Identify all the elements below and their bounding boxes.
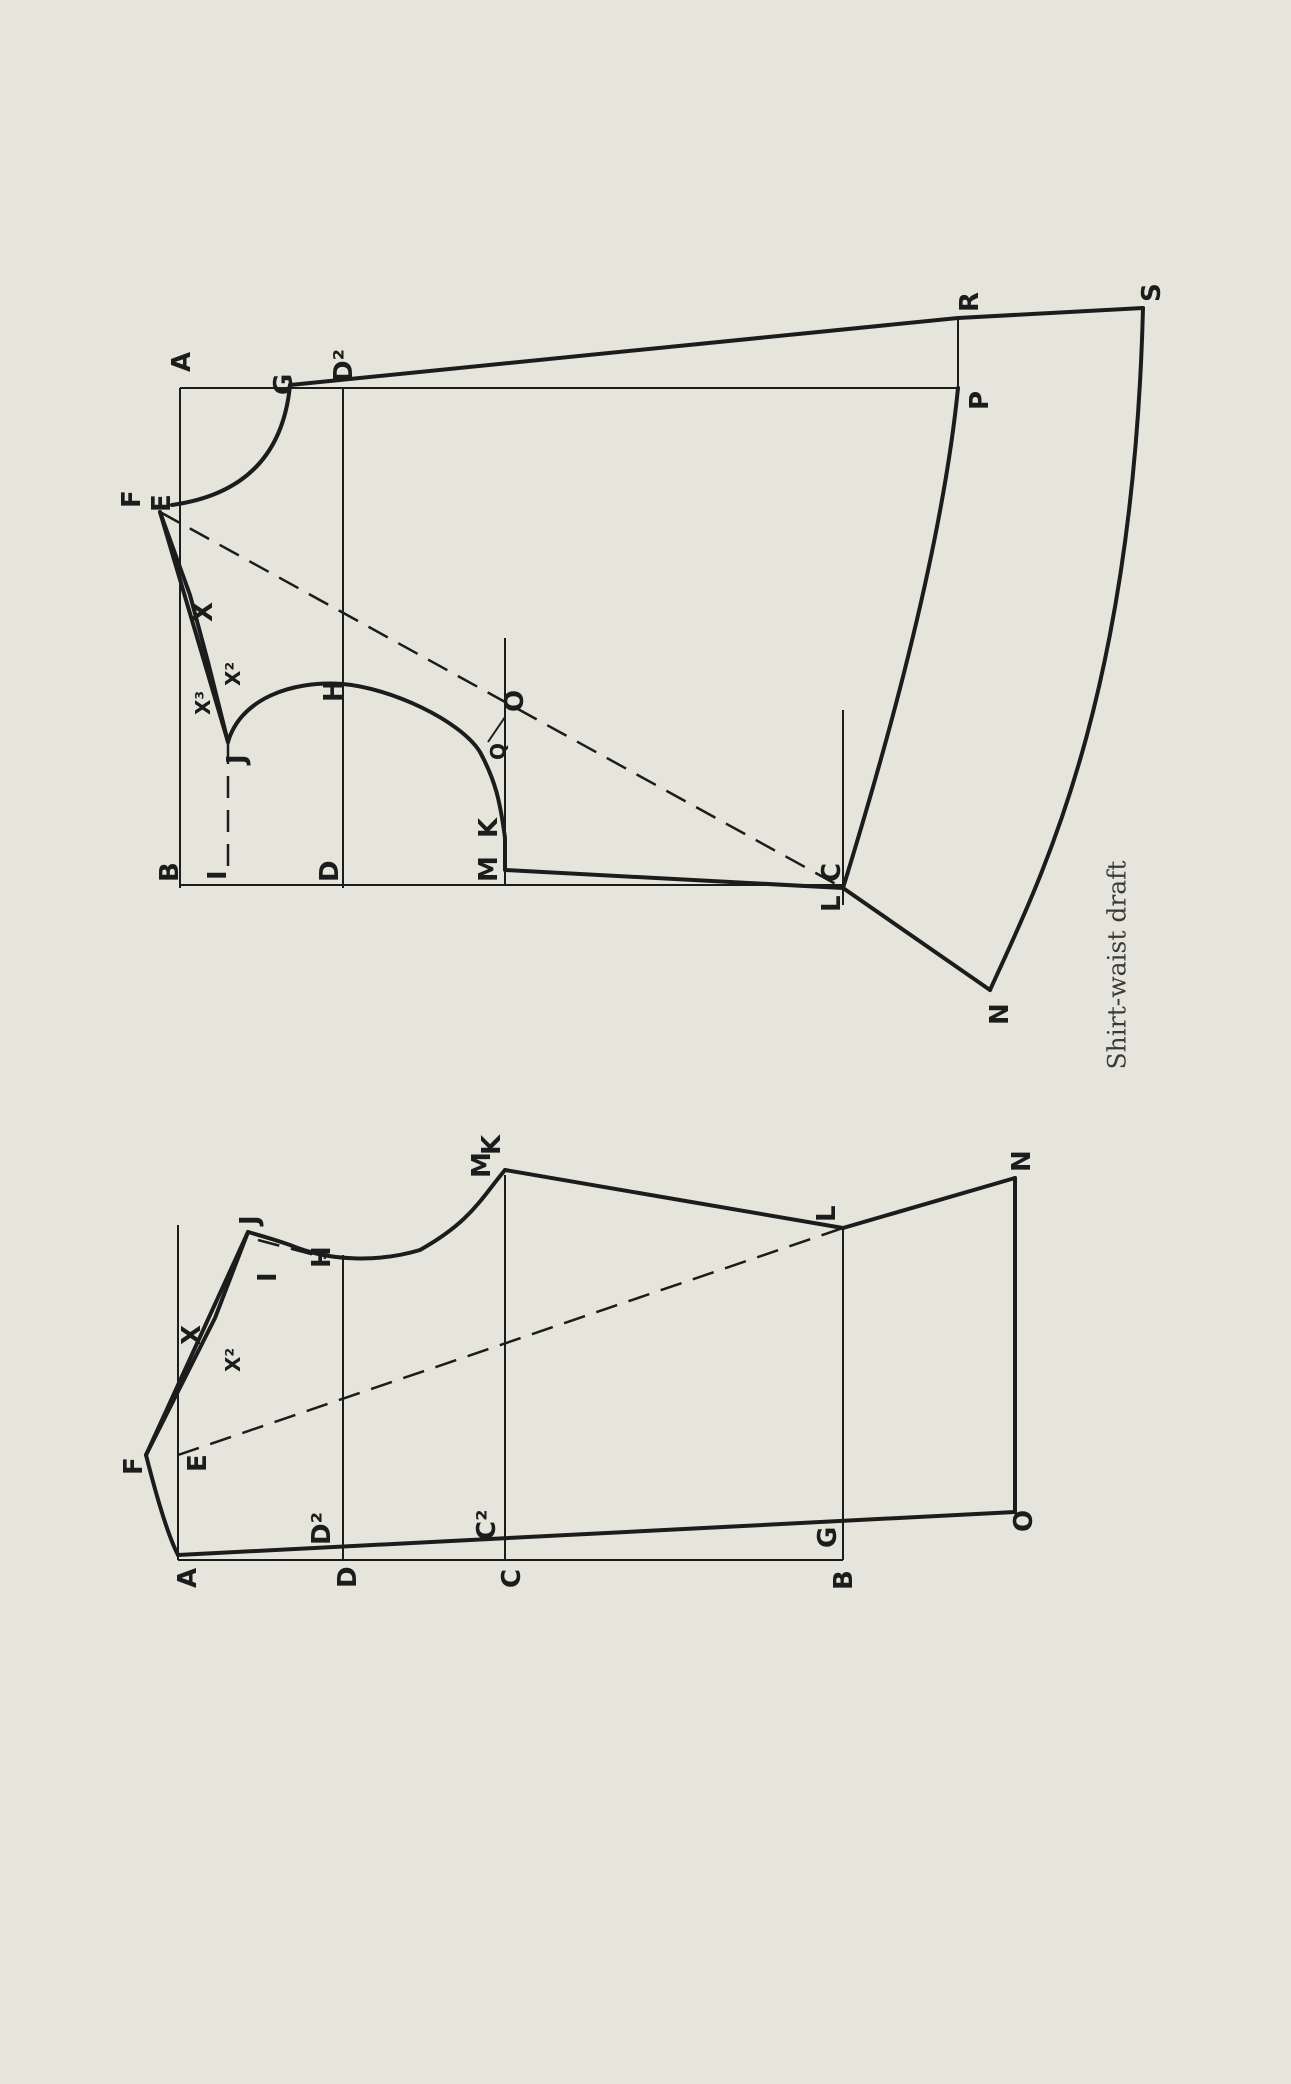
front-label-g: G [813, 1526, 843, 1548]
front-label-d: D [333, 1566, 363, 1588]
front-label-c: C [497, 1568, 527, 1588]
back-label-c: C [817, 862, 847, 882]
back-label-x2: X² [221, 661, 245, 686]
front-label-a: A [173, 1567, 203, 1588]
front-label-o: O [1009, 1509, 1039, 1532]
back-label-p: P [965, 390, 995, 410]
front-armhole [248, 1170, 505, 1258]
back-label-i: I [203, 870, 233, 880]
front-label-l: L [812, 1205, 842, 1222]
figure-caption: Shirt-waist draft [1102, 860, 1132, 1070]
front-center-line [178, 1509, 1015, 1555]
back-label-a: A [167, 351, 197, 372]
front-dashed-e-l [178, 1228, 843, 1455]
back-label-x: X [189, 601, 219, 622]
back-label-j: J [222, 754, 252, 764]
back-line-q-o [488, 717, 505, 742]
back-label-d: D [315, 860, 345, 882]
front-label-c2: C² [472, 1509, 502, 1540]
front-label-n: N [1007, 1150, 1037, 1172]
back-waist-curve [843, 388, 958, 888]
back-label-q: Q [486, 742, 510, 760]
back-armhole [228, 683, 505, 838]
front-label-b: B [829, 1570, 859, 1590]
front-label-i: I [253, 1272, 283, 1282]
back-label-e: E [147, 494, 177, 512]
back-label-x3: X³ [191, 690, 215, 715]
back-neckline [172, 385, 290, 505]
back-label-s: S [1137, 283, 1167, 302]
back-center-line [290, 308, 1143, 385]
front-label-x: X [177, 1324, 207, 1345]
back-label-h: H [319, 680, 349, 702]
back-label-k: K [474, 817, 504, 838]
back-peplum-l-n [843, 888, 990, 990]
back-label-r: R [955, 291, 985, 312]
back-label-f: F [117, 490, 147, 508]
front-label-j: J [235, 1215, 265, 1225]
back-label-n: N [985, 1003, 1015, 1025]
front-label-m: M [467, 1152, 497, 1178]
front-label-d2: D² [307, 1512, 337, 1545]
front-label-k: K [477, 1134, 507, 1155]
back-label-l: L [817, 895, 847, 912]
back-label-m: M [474, 856, 504, 882]
back-draft [117, 283, 1167, 1025]
front-label-x2: X² [221, 1347, 245, 1372]
front-neckline [146, 1455, 178, 1555]
back-label-o: O [500, 689, 530, 712]
front-side-seam [505, 1170, 843, 1228]
front-label-f: F [119, 1457, 149, 1475]
back-label-d2: D² [329, 349, 359, 382]
front-label-e: E [183, 1454, 213, 1472]
back-side-seam [505, 838, 843, 888]
back-label-g: G [269, 373, 299, 395]
front-draft [119, 1134, 1039, 1590]
front-peplum [843, 1178, 1015, 1228]
back-label-b: B [155, 862, 185, 882]
front-label-h: H [307, 1246, 337, 1268]
